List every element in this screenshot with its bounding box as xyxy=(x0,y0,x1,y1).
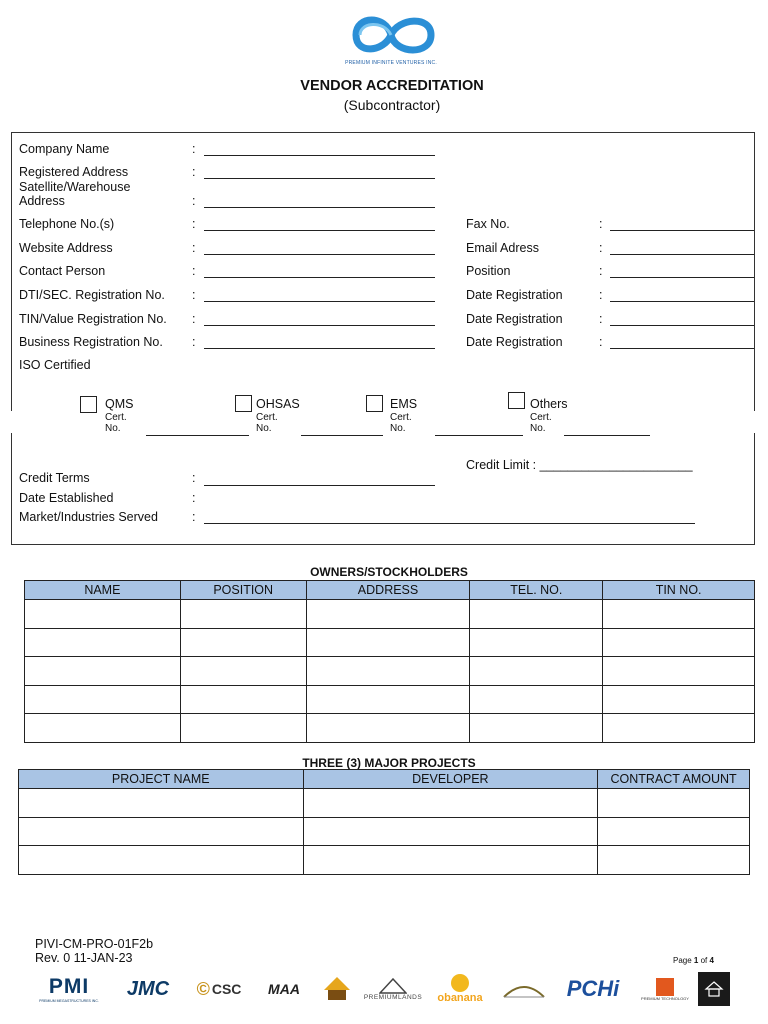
fax-field[interactable] xyxy=(610,230,754,231)
dti-sec-label: DTI/SEC. Registration No. xyxy=(19,288,165,302)
table-cell[interactable] xyxy=(470,714,603,743)
business-registration-label: Business Registration No. xyxy=(19,335,163,349)
table-cell[interactable] xyxy=(603,600,755,629)
table-cell[interactable] xyxy=(603,714,755,743)
column-header: TEL. NO. xyxy=(470,581,603,600)
premium-technology-logo xyxy=(638,972,692,1006)
position-field[interactable] xyxy=(610,277,754,278)
document-code: PIVI-CM-PRO-01F2b xyxy=(35,937,154,951)
colon: : xyxy=(599,217,603,231)
satellite-address-field[interactable] xyxy=(204,207,435,208)
table-cell[interactable] xyxy=(19,846,304,875)
cert-label: Cert. xyxy=(390,412,412,423)
tin-value-field[interactable] xyxy=(204,325,435,326)
premium-technology-caption: PREMIUM TECHNOLOGY xyxy=(641,995,689,1001)
page-prefix: Page xyxy=(673,956,692,965)
pchi-logo: PCHi xyxy=(566,976,620,1001)
satellite-address-label-2: Address xyxy=(19,194,65,208)
table-cell[interactable] xyxy=(25,657,181,686)
premium-technology-icon xyxy=(656,978,674,996)
table-cell[interactable] xyxy=(603,685,755,714)
others-checkbox[interactable] xyxy=(508,392,525,409)
company-logo xyxy=(336,10,446,74)
table-cell[interactable] xyxy=(306,685,470,714)
projects-table xyxy=(18,769,750,875)
table-cell[interactable] xyxy=(180,628,306,657)
column-header: ADDRESS xyxy=(306,581,470,600)
banana-icon xyxy=(451,974,469,992)
date-registration-label: Date Registration xyxy=(466,288,563,302)
table-cell[interactable] xyxy=(470,657,603,686)
company-name-field[interactable] xyxy=(204,155,435,156)
column-header: TIN NO. xyxy=(603,581,755,600)
table-cell[interactable] xyxy=(303,846,598,875)
no-label: No. xyxy=(530,423,546,434)
dark-house-icon xyxy=(704,980,724,998)
qms-label: QMS xyxy=(105,397,134,411)
page-number xyxy=(673,956,714,965)
dti-date-field[interactable] xyxy=(610,301,754,302)
table-cell[interactable] xyxy=(306,600,470,629)
house-logo xyxy=(319,972,355,1006)
credit-terms-field[interactable] xyxy=(204,485,435,486)
colon: : xyxy=(192,491,196,505)
table-cell[interactable] xyxy=(19,789,304,818)
table-row xyxy=(25,685,755,714)
table-cell[interactable] xyxy=(470,628,603,657)
ohsas-label: OHSAS xyxy=(256,397,300,411)
table-row xyxy=(25,714,755,743)
table-cell[interactable] xyxy=(598,817,750,846)
infinity-logo-icon xyxy=(336,10,446,60)
owners-section-title: OWNERS/STOCKHOLDERS xyxy=(310,565,468,579)
house-logo-icon xyxy=(321,974,353,1004)
obanana-logo-text: obanana xyxy=(437,992,483,1004)
projects-section-title: THREE (3) MAJOR PROJECTS xyxy=(302,756,476,770)
no-label: No. xyxy=(105,423,121,434)
tin-value-label: TIN/Value Registration No. xyxy=(19,312,167,326)
table-row xyxy=(25,628,755,657)
table-cell[interactable] xyxy=(25,600,181,629)
table-cell[interactable] xyxy=(180,685,306,714)
page-title: VENDOR ACCREDITATION xyxy=(300,78,484,94)
table-cell[interactable] xyxy=(470,685,603,714)
column-header: DEVELOPER xyxy=(303,770,598,789)
table-cell[interactable] xyxy=(303,817,598,846)
colon: : xyxy=(599,312,603,326)
table-cell[interactable] xyxy=(306,714,470,743)
page-subtitle: (Subcontractor) xyxy=(343,97,441,113)
credit-terms-label: Credit Terms xyxy=(19,471,90,485)
colon: : xyxy=(192,510,196,524)
table-cell[interactable] xyxy=(306,628,470,657)
revision-info: Rev. 0 11-JAN-23 xyxy=(35,951,133,965)
table-cell[interactable] xyxy=(180,600,306,629)
colon: : xyxy=(192,194,196,208)
column-header: PROJECT NAME xyxy=(19,770,304,789)
obanana-logo xyxy=(430,972,490,1006)
website-field[interactable] xyxy=(204,254,435,255)
table-cell[interactable] xyxy=(306,657,470,686)
market-served-label: Market/Industries Served xyxy=(19,510,158,524)
contact-person-label: Contact Person xyxy=(19,264,106,278)
table-row xyxy=(19,817,750,846)
csc-logo-text: CSC xyxy=(211,981,242,997)
pmi-logo-text: PMI xyxy=(48,975,90,998)
dti-sec-field[interactable] xyxy=(204,301,435,302)
table-cell[interactable] xyxy=(603,628,755,657)
maa-logo: MAA xyxy=(268,981,300,997)
contact-person-field[interactable] xyxy=(204,277,435,278)
colon: : xyxy=(192,312,196,326)
colon: : xyxy=(192,217,196,231)
page-total: 4 xyxy=(709,956,714,965)
colon: : xyxy=(192,165,196,179)
qms-cert-field[interactable] xyxy=(146,435,249,436)
website-label: Website Address xyxy=(19,241,113,255)
colon: : xyxy=(192,335,196,349)
telephone-label: Telephone No.(s) xyxy=(19,217,115,231)
table-cell[interactable] xyxy=(25,714,181,743)
table-cell[interactable] xyxy=(470,600,603,629)
colon: : xyxy=(192,471,196,485)
colon: : xyxy=(192,288,196,302)
ohsas-checkbox[interactable] xyxy=(235,395,252,412)
iso-certified-label: ISO Certified xyxy=(19,358,91,372)
page-current: 1 xyxy=(693,956,699,965)
email-label: Email Adress xyxy=(466,241,539,255)
position-label: Position xyxy=(466,264,511,278)
cert-label: Cert. xyxy=(530,412,552,423)
table-row xyxy=(19,846,750,875)
column-header: NAME xyxy=(25,581,181,600)
csc-logo xyxy=(188,972,250,1006)
colon: : xyxy=(599,241,603,255)
cert-label: Cert. xyxy=(256,412,278,423)
table-cell[interactable] xyxy=(180,657,306,686)
pmi-logo-caption: PREMIUM MEGASTRUCTURES INC. xyxy=(39,999,99,1003)
registered-address-field[interactable] xyxy=(204,178,435,179)
owners-table xyxy=(24,580,755,743)
pivi-logo xyxy=(497,972,551,1006)
colon: : xyxy=(192,264,196,278)
colon: : xyxy=(599,264,603,278)
email-field[interactable] xyxy=(610,254,754,255)
business-date-field[interactable] xyxy=(610,348,754,349)
colon: : xyxy=(192,142,196,156)
colon: : xyxy=(599,288,603,302)
table-row xyxy=(25,600,755,629)
no-label: No. xyxy=(256,423,272,434)
column-header: CONTRACT AMOUNT xyxy=(598,770,750,789)
table-cell[interactable] xyxy=(19,817,304,846)
table-cell[interactable] xyxy=(303,789,598,818)
column-header: POSITION xyxy=(180,581,306,600)
date-registration-label: Date Registration xyxy=(466,312,563,326)
ems-label: EMS xyxy=(390,397,418,411)
ems-checkbox[interactable] xyxy=(366,395,383,412)
pivi-arch-icon xyxy=(499,977,549,1001)
cert-label: Cert. xyxy=(105,412,127,423)
ohsas-cert-field[interactable] xyxy=(301,435,383,436)
ems-cert-field[interactable] xyxy=(435,435,523,436)
projects-header-row xyxy=(19,770,750,789)
registered-address-label: Registered Address xyxy=(19,165,129,179)
logo-caption: PREMIUM INFINITE VENTURES INC. xyxy=(345,60,437,66)
table-cell[interactable] xyxy=(603,657,755,686)
box-gap-left xyxy=(8,411,16,433)
fax-label: Fax No. xyxy=(466,217,510,231)
telephone-field[interactable] xyxy=(204,230,435,231)
page-of: of xyxy=(700,956,708,965)
date-registration-label: Date Registration xyxy=(466,335,563,349)
others-label: Others xyxy=(530,397,568,411)
colon: : xyxy=(192,241,196,255)
company-name-label: Company Name xyxy=(19,142,110,156)
jmc-logo: JMC xyxy=(126,977,170,1000)
tin-date-field[interactable] xyxy=(610,325,754,326)
premiumlands-logo-text: PREMIUMLANDS xyxy=(363,993,423,1001)
dark-house-logo xyxy=(698,972,730,1006)
table-row xyxy=(25,657,755,686)
table-cell[interactable] xyxy=(598,846,750,875)
colon: : xyxy=(599,335,603,349)
mountain-icon xyxy=(379,978,407,994)
qms-checkbox[interactable] xyxy=(80,396,97,413)
satellite-address-label-1: Satellite/Warehouse xyxy=(19,180,131,194)
owners-header-row xyxy=(25,581,755,600)
date-established-label: Date Established xyxy=(19,491,114,505)
business-registration-field[interactable] xyxy=(204,348,435,349)
premiumlands-logo xyxy=(362,972,424,1006)
table-row xyxy=(19,789,750,818)
table-cell[interactable] xyxy=(180,714,306,743)
box-gap-right xyxy=(751,411,759,433)
table-cell[interactable] xyxy=(25,685,181,714)
others-cert-field[interactable] xyxy=(564,435,650,436)
credit-limit-label: Credit Limit : ______________________ xyxy=(466,458,693,472)
no-label: No. xyxy=(390,423,406,434)
table-cell[interactable] xyxy=(598,789,750,818)
market-served-field[interactable] xyxy=(204,523,695,524)
csc-mark-icon: © xyxy=(196,978,210,999)
table-cell[interactable] xyxy=(25,628,181,657)
pmi-logo xyxy=(33,972,105,1006)
